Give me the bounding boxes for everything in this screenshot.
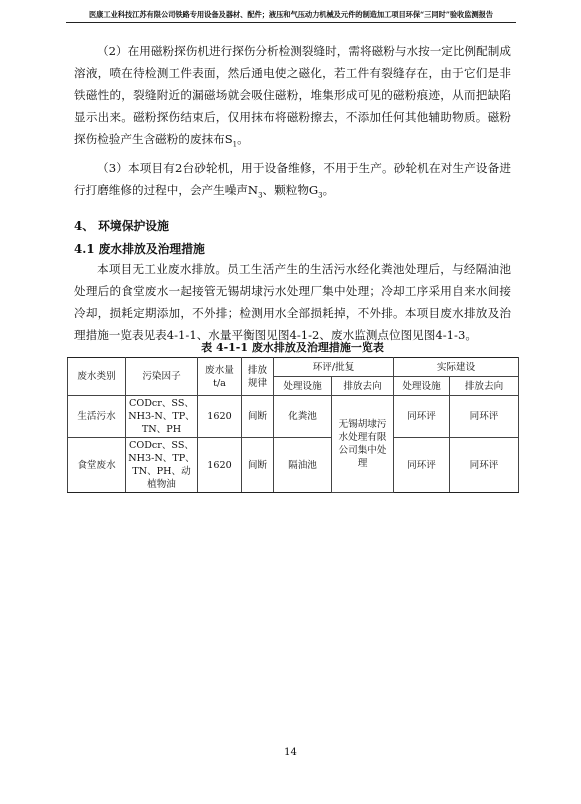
- table-row: [68, 438, 519, 493]
- header-rule: [66, 22, 516, 23]
- section-heading-4: 4、 环境保护设施: [74, 219, 169, 233]
- table-cell: 食堂废水: [68, 438, 126, 493]
- subscript: 1: [232, 140, 238, 149]
- header-cell: 废水量t/a: [198, 358, 242, 396]
- table-cell: 同环评: [394, 438, 450, 493]
- table-cell: 同环评: [450, 396, 519, 438]
- table-cell: 1620: [198, 438, 242, 493]
- subscript: 3: [258, 191, 263, 200]
- paragraph-text: 。: [322, 183, 335, 197]
- header-cell: 处理设施: [394, 377, 450, 396]
- table-caption: 表 4-1-1 废水排放及治理措施一览表: [201, 341, 384, 354]
- paragraph-text: 、颗粒物G: [262, 183, 319, 197]
- table-cell: CODcr、SS、NH3-N、TP、TN、PH、动植物油: [126, 438, 198, 493]
- section-heading-4-1: 4.1 废水排放及治理措施: [74, 242, 205, 256]
- table-cell: 同环评: [394, 396, 450, 438]
- header-cell: 环评/批复: [274, 358, 394, 377]
- table-cell: 间断: [242, 438, 274, 493]
- paragraph-grinder: [74, 157, 511, 206]
- paragraph-magnetic-testing: [74, 40, 511, 155]
- paragraph-wastewater: 本项目无工业废水排放。员工生活产生的生活污水经化粪池处理后，与经隔油池处理后的食堂废水一起接管无锡胡埭污水处理厂集中处理；冷却工序采用自来水间接冷却，损耗定期添加，不外排；检测用水全部损耗掉，不外排。本项目废水排放及治理措施一览表见表4-1-1、水量平衡图见图4-1-2、废水监测点位图见图4-1-3。: [74, 262, 511, 342]
- table-cell: 同环评: [450, 438, 519, 493]
- table-cell: 隔油池: [274, 438, 332, 493]
- header-cell: 排放去向: [332, 377, 394, 396]
- subscript: 3: [318, 191, 323, 200]
- paragraph-text: （2）在用磁粉探伤机进行探伤分析检测裂缝时，需将磁粉与水按一定比例配制成溶液，喷在待检测工件表面，然后通电使之磁化，若工件有裂缝存在，由于它们是非铁磁性的，裂缝附近的漏磁场就会吸住磁粉，堆集形成可见的磁粉痕迹，从而把缺陷显示出来。磁粉探伤结束后，仅用抹布将磁粉擦去，不添加任何其他辅助物质。磁粉探伤检验产生含磁粉的废抹布S: [74, 44, 511, 146]
- header-cell: 实际建设: [394, 358, 519, 377]
- header-cell: 排放规律: [242, 358, 274, 396]
- page-number: 14: [284, 747, 297, 758]
- header-cell: 处理设施: [274, 377, 332, 396]
- paragraph-text: （3）本项目有2台砂轮机，用于设备维修，不用于生产。砂轮机在对生产设备进行打磨维修的过程中，会产生噪声N: [74, 161, 511, 197]
- page-header: 医康工业科技江苏有限公司铁路专用设备及器材、配件；液压和气压动力机械及元件的制造加工项目环保“三同时”验收监测报告: [88, 10, 494, 19]
- table-row: [68, 396, 519, 438]
- wastewater-table: [67, 357, 519, 493]
- table-cell: 生活污水: [68, 396, 126, 438]
- table-cell: 化粪池: [274, 396, 332, 438]
- table-cell: 间断: [242, 396, 274, 438]
- paragraph-text: 。: [237, 132, 249, 146]
- table-cell: 1620: [198, 396, 242, 438]
- header-cell: 污染因子: [126, 358, 198, 396]
- header-cell: 排放去向: [450, 377, 519, 396]
- table-cell: CODcr、SS、NH3-N、TP、TN、PH: [126, 396, 198, 438]
- table-cell: 无锡胡埭污水处理有限公司集中处理: [332, 396, 394, 493]
- header-cell: 废水类别: [68, 358, 126, 396]
